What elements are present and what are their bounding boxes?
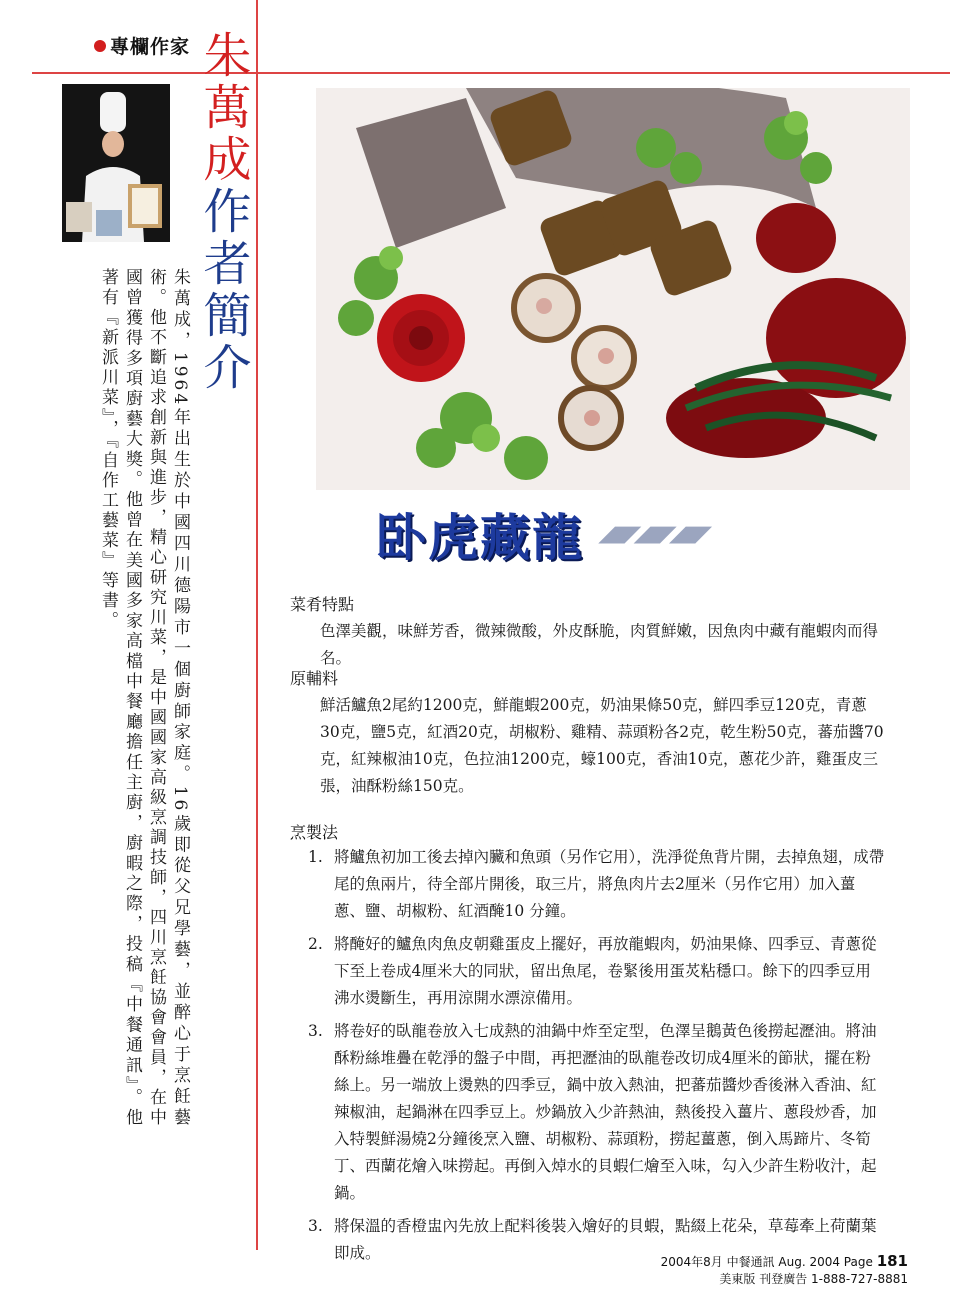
- features-heading: 菜肴特點: [290, 595, 355, 614]
- heading-char: 者: [195, 238, 251, 290]
- author-bio: [46, 268, 192, 1128]
- step-text: 將醃好的鱸魚肉魚皮朝雞蛋皮上擺好，再放龍蝦肉，奶油果條、四季豆、青蔥從下至上卷成4厘米大的同狀，留出魚尾，卷緊後用蛋炗粘穩口。餘下的四季豆用沸水燙斷生，再用涼開水漂涼備用。: [334, 935, 877, 1007]
- footer-date: 2004年8月 中餐通訊 Aug. 2004 Page: [660, 1255, 873, 1269]
- page-number: 181: [876, 1252, 908, 1270]
- method-steps: [302, 844, 886, 1273]
- heading-char: 簡: [195, 290, 251, 342]
- dish-title-block: [372, 494, 723, 567]
- column-bullet: [94, 40, 106, 52]
- dish-title-shadow: ▰▰▰: [591, 504, 723, 558]
- dish-photo: [316, 88, 910, 490]
- step-text: 將卷好的臥龍卷放入七成熱的油鍋中炸至定型，色澤呈鵝黃色後撈起瀝油。將油酥粉絲堆疊在乾淨的盤子中間，再把瀝油的臥龍卷改切成4厘米的節狀，擺在粉絲上。另一端放上燙熟的四季豆，鍋中放入熱油，把蕃茄醬炒香後淋入香油、紅辣椒油，起鍋淋在四季豆上。炒鍋放入少許熱油，熱後投入薑片、蔥段炒香，加入特製鮮湯燒2分鐘後烹入鹽、胡椒粉、蒜頭粉，撈起薑蔥，倒入馬蹄片、冬筍丁、西蘭花燴入味撈起。再倒入焯水的貝蝦仁燴至入味，勾入少許生粉收汁，起鍋。: [334, 1022, 877, 1202]
- step-text: 將保溫的香橙盅內先放上配料後裝入燴好的貝蝦，點綴上花朵，草莓牽上荷蘭葉即成。: [334, 1217, 877, 1262]
- step-number: 2.: [308, 935, 323, 953]
- step-number: 1.: [308, 848, 323, 866]
- column-label: 專欄作家: [110, 36, 191, 58]
- dish-title: 卧虎藏龍: [376, 509, 584, 567]
- author-name-char: 萬: [195, 82, 251, 134]
- ingredients-heading: 原輔料: [290, 669, 339, 688]
- ingredients-text: 鮮活鱸魚2尾約1200克，鮮龍蝦200克，奶油果條50克，鮮四季豆120克，青蔥30克，鹽5克，紅酒20克，胡椒粉、雞精、蒜頭粉各2克，乾生粉50克，蕃茄醬70克，紅辣椒油10克，色拉油1200克，蠔100克，香油10克，蔥花少許，雞蛋皮三張，油酥粉絲150克。: [320, 696, 884, 795]
- method-heading: 烹製法: [290, 823, 339, 842]
- author-heading: [192, 30, 252, 394]
- footer-edition-line: 美東版 刊登廣告 1-888-727-8881: [719, 1272, 908, 1286]
- step-text: 將鱸魚初加工後去掉內臟和魚頭（另作它用），洗淨從魚背片開，去掉魚翅，成帶尾的魚兩片，待全部片開後，取三片，將魚肉片去2厘米（另作它用）加入薑蔥、鹽、胡椒粉、紅酒醃10 分鐘。: [334, 848, 885, 920]
- footer-date-line: [661, 1252, 908, 1270]
- method-step: [302, 1018, 886, 1207]
- method-step: [302, 844, 886, 925]
- author-name-char: 朱: [195, 30, 251, 82]
- heading-char: 介: [195, 342, 251, 394]
- author-name-char: 成: [195, 134, 251, 186]
- step-number: 3.: [308, 1217, 323, 1235]
- bio-text: 朱萬成，1964年出生於中國四川德陽市一個廚師家庭。16歲即從父兄學藝，並醉心于烹飪藝術。他不斷追求創新與進步，精心研究川菜，是中國國家高級烹調技師，四川烹飪協會會員，在中國曾獲得多項廚藝大獎。他曾在美國多家高檔中餐廳擔任主廚，廚暇之際，投稿『中餐通訊』。他著有『新派川菜』，『自作工藝菜』等書。: [98, 268, 190, 1128]
- step-number: 3.: [308, 1022, 323, 1040]
- heading-char: 作: [195, 186, 251, 238]
- column-divider: [256, 0, 258, 1250]
- features-text: 色澤美觀，味鮮芳香，微辣微酸，外皮酥脆，肉質鮮嫩，因魚肉中藏有龍蝦肉而得名。: [320, 622, 879, 667]
- method-step: [302, 931, 886, 1012]
- header-rule: [32, 72, 950, 74]
- author-portrait: [62, 84, 170, 242]
